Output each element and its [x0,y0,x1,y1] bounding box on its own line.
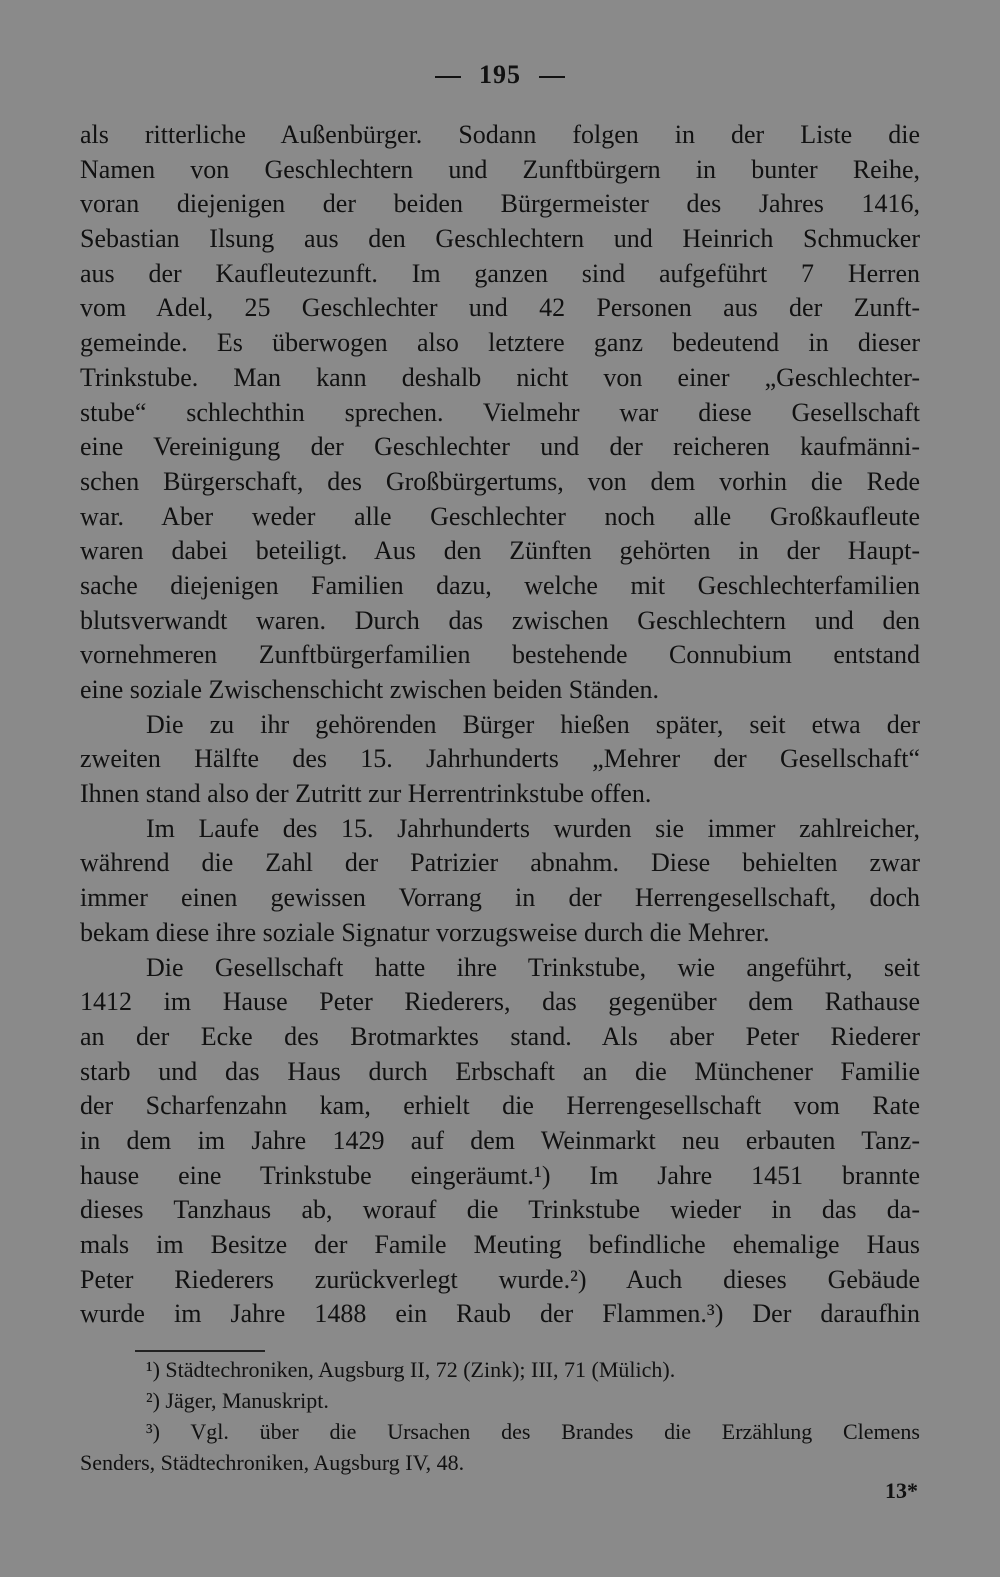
footnote-rule [135,1350,265,1352]
page-number-dash-right [539,76,565,78]
text-line: der Scharfenzahn kam, erhielt die Herrengesellschaft vom Rate [80,1091,920,1121]
footnotes [80,1354,920,1478]
text-line: dieses Tanzhaus ab, worauf die Trinkstube wieder in das da- [80,1195,920,1225]
page-number [0,60,1000,90]
text-line: sache diejenigen Familien dazu, welche mit Geschlechterfamilien [80,570,920,600]
text-line: als ritterliche Außenbürger. Sodann folgen in der Liste die [80,120,920,149]
text-line: 1412 im Hause Peter Riederers, das gegenüber dem Rathause [80,987,920,1017]
text-line: Die Gesellschaft hatte ihre Trinkstube, wie angeführt, seit [146,952,920,982]
text-line: Trinkstube. Man kann deshalb nicht von einer „Geschlechter- [80,362,920,392]
text-line: blutsverwandt waren. Durch das zwischen Geschlechtern und den [80,605,920,635]
page-number-value: 195 [479,60,521,89]
text-line: waren dabei beteiligt. Aus den Zünften gehörten in der Haupt- [80,536,920,566]
text-line: stube“ schlechthin sprechen. Vielmehr war diese Gesellschaft [80,397,920,427]
text-line: vom Adel, 25 Geschlechter und 42 Personen aus der Zunft- [80,293,920,323]
text-line: gemeinde. Es überwogen also letztere ganz bedeutend in dieser [80,328,920,358]
text-line: war. Aber weder alle Geschlechter noch alle Großkaufleute [80,501,920,531]
text-line: immer einen gewissen Vorrang in der Herrengesellschaft, doch [80,883,920,913]
text-line: an der Ecke des Brotmarktes stand. Als aber Peter Riederer [80,1021,920,1051]
text-line: hause eine Trinkstube eingeräumt.¹) Im Jahre 1451 brannte [80,1160,920,1190]
text-line: Ihnen stand also der Zutritt zur Herrentrinkstube offen. [80,779,652,809]
footnote-line: Senders, Städtechroniken, Augsburg IV, 48. [80,1450,465,1475]
text-line: Sebastian Ilsung aus den Geschlechtern und Heinrich Schmucker [80,224,920,254]
footnote-line: ¹) Städtechroniken, Augsburg II, 72 (Zink); III, 71 (Mülich). [146,1357,676,1382]
text-line: starb und das Haus durch Erbschaft an die Münchener Familie [80,1056,920,1086]
page-number-dash-left [435,76,461,78]
text-line: eine Vereinigung der Geschlechter und der reicheren kaufmänni- [80,432,920,462]
text-line: zweiten Hälfte des 15. Jahrhunderts „Mehrer der Gesellschaft“ [80,744,920,774]
text-line: bekam diese ihre soziale Signatur vorzugsweise durch die Mehrer. [80,917,770,947]
text-line: aus der Kaufleutezunft. Im ganzen sind aufgeführt 7 Herren [80,258,920,288]
text-line: in dem im Jahre 1429 auf dem Weinmarkt neu erbauten Tanz- [80,1125,920,1155]
text-line: voran diejenigen der beiden Bürgermeister des Jahres 1416, [80,189,920,219]
footnote-line: ²) Jäger, Manuskript. [146,1388,329,1413]
footnote-line: ³) Vgl. über die Ursachen des Brandes die Erzählung Clemens [146,1419,920,1444]
text-line: schen Bürgerschaft, des Großbürgertums, von dem vorhin die Rede [80,466,920,496]
text-line: Namen von Geschlechtern und Zunftbürgern in bunter Reihe, [80,154,920,184]
text-line: Die zu ihr gehörenden Bürger hießen später, seit etwa der [146,709,920,739]
text-line: mals im Besitze der Famile Meuting befindliche ehemalige Haus [80,1230,920,1259]
body-text [80,118,920,1332]
text-line: Im Laufe des 15. Jahrhunderts wurden sie immer zahlreicher, [146,813,920,843]
text-line: während die Zahl der Patrizier abnahm. Diese behielten zwar [80,848,920,878]
text-line: vornehmeren Zunftbürgerfamilien bestehende Connubium entstand [80,640,920,670]
text-line: wurde im Jahre 1488 ein Raub der Flammen.³) Der daraufhin [80,1299,920,1329]
text-line: Peter Riederers zurückverlegt wurde.²) Auch dieses Gebäude [80,1264,920,1294]
signature-mark: 13* [885,1478,918,1503]
text-line: eine soziale Zwischenschicht zwischen beiden Ständen. [80,675,660,704]
